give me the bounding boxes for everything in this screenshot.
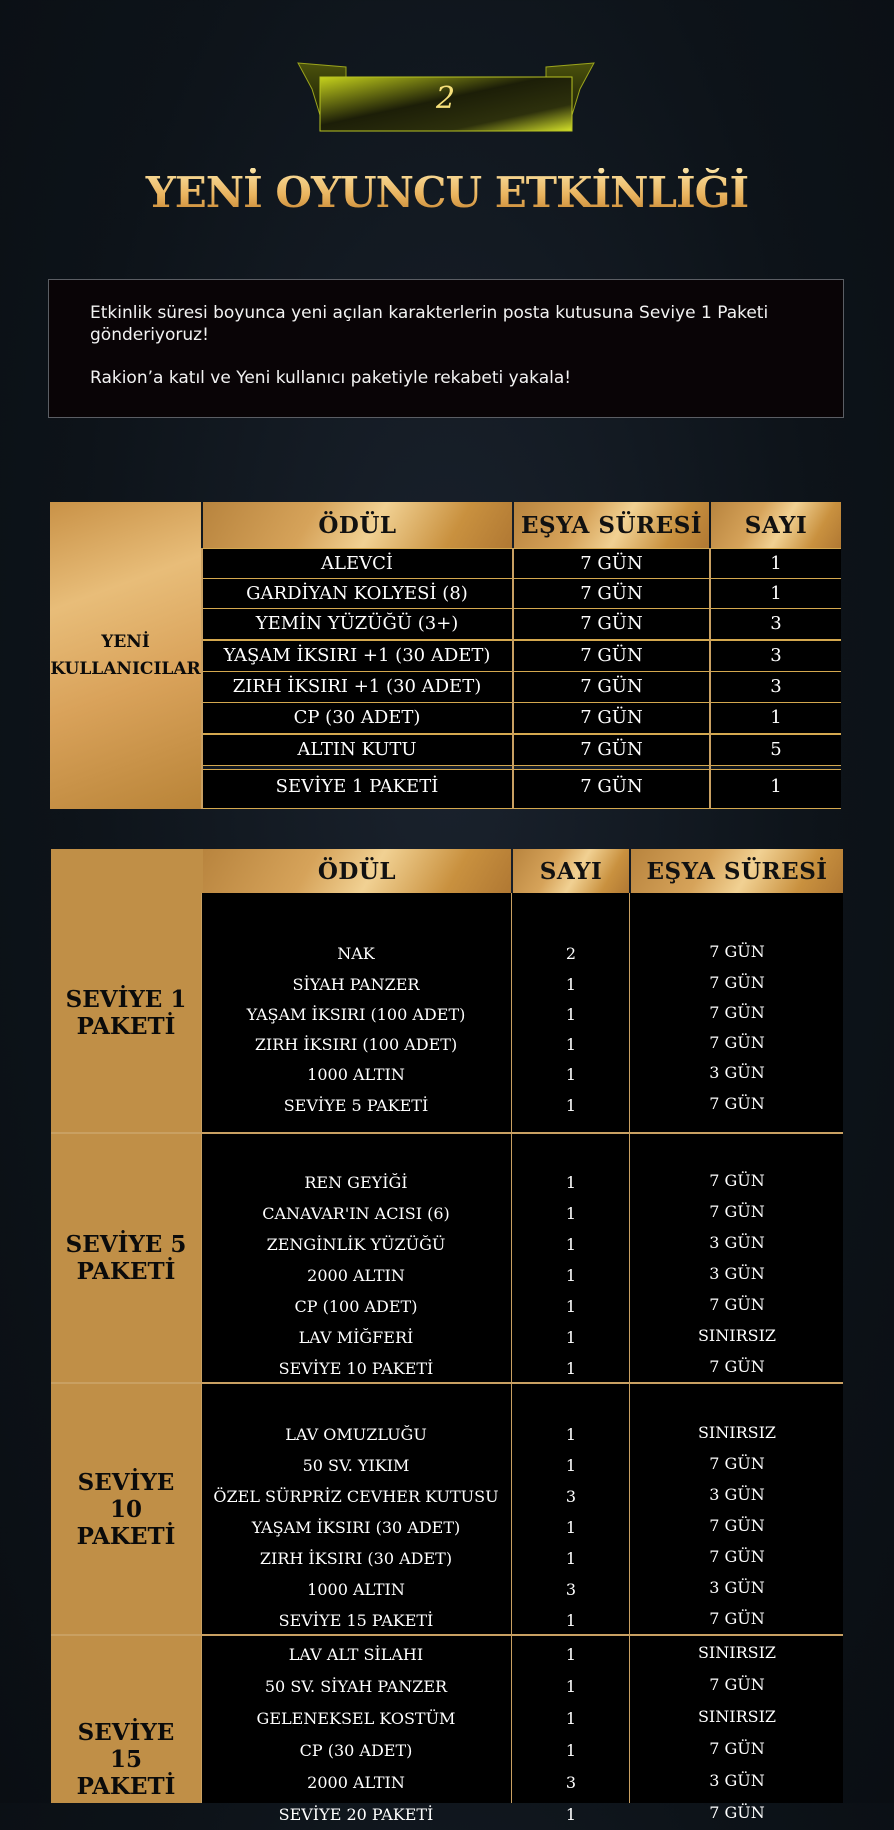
count-cell: 3 [565,1773,577,1792]
reward-cell: ZIRH İKSIRI +1 (30 ADET) [232,676,482,697]
table-row [201,1546,843,1574]
table-row [201,1263,843,1291]
duration-cell: 7 GÜN [709,1547,765,1566]
count-cell: 1 [770,553,782,574]
column-divider [512,548,514,809]
count-cell: 2 [565,944,577,963]
table-row [201,1642,843,1670]
table-row [201,1577,843,1605]
table-row [201,671,841,703]
count-cell: 1 [565,1359,577,1378]
count-cell: 5 [770,739,782,760]
duration-cell: 7 GÜN [709,1803,765,1822]
table-row [201,1674,843,1702]
count-cell: 1 [565,1456,577,1475]
table-row [201,1032,843,1060]
reward-cell: SEVİYE 10 PAKETİ [278,1359,434,1378]
duration-cell: 7 GÜN [709,1675,765,1694]
count-cell: 1 [565,975,577,994]
count-cell: 3 [565,1580,577,1599]
reward-cell: YAŞAM İKSIRI (100 ADET) [246,1005,466,1024]
duration-cell: 3 GÜN [709,1233,765,1252]
duration-cell: 3 GÜN [709,1771,765,1790]
duration-cell: SINIRSIZ [697,1423,777,1442]
count-cell: 1 [770,583,782,604]
reward-cell: ZIRH İKSIRI (30 ADET) [259,1549,453,1568]
count-cell: 1 [565,1677,577,1696]
info-box [48,279,844,418]
count-cell: 1 [565,1709,577,1728]
count-cell: 1 [565,1297,577,1316]
table-row [201,1356,843,1384]
reward-cell: CP (30 ADET) [299,1741,413,1760]
table-row [201,1422,843,1450]
count-cell: 1 [565,1235,577,1254]
reward-cell: 2000 ALTIN [307,1266,405,1285]
count-cell: 1 [565,1266,577,1285]
duration-cell: 7 GÜN [709,1454,765,1473]
package-label: SEVİYE 5 PAKETİ [51,1134,201,1382]
reward-cell: SEVİYE 1 PAKETİ [275,776,439,797]
group-divider [51,1382,843,1384]
duration-cell: 7 GÜN [580,676,643,697]
table-row [201,1802,843,1830]
duration-cell: 3 GÜN [709,1063,765,1082]
table-row [201,972,843,1000]
table-row [201,1232,843,1260]
reward-cell: 2000 ALTIN [307,1773,405,1792]
reward-cell: YAŞAM İKSIRI +1 (30 ADET) [223,645,491,666]
table1-header-reward: ÖDÜL [203,502,512,548]
duration-cell: 7 GÜN [709,1033,765,1052]
duration-cell: 7 GÜN [580,707,643,728]
table-row [201,1453,843,1481]
count-cell: 1 [565,1741,577,1760]
reward-cell: ZENGİNLİK YÜZÜĞÜ [266,1235,446,1254]
duration-cell: 7 GÜN [709,1739,765,1758]
duration-cell: 7 GÜN [709,1003,765,1022]
table-row [201,1170,843,1198]
duration-cell: 7 GÜN [709,973,765,992]
table-row [201,1608,843,1636]
reward-cell: ALTIN KUTU [297,739,417,760]
banner-number: 2 [435,81,457,116]
count-cell: 1 [565,1645,577,1664]
table-row [201,734,841,766]
count-cell: 1 [565,1518,577,1537]
count-cell: 1 [565,1549,577,1568]
count-cell: 3 [770,676,782,697]
table1-header-duration: EŞYA SÜRESİ [514,502,709,548]
count-cell: 1 [565,1035,577,1054]
reward-cell: CP (100 ADET) [294,1297,418,1316]
table2-header-count: SAYI [513,849,629,893]
reward-cell: ZIRH İKSIRI (100 ADET) [254,1035,458,1054]
table-row [201,1325,843,1353]
duration-cell: 7 GÜN [709,1357,765,1376]
info-text-1: Etkinlik süresi boyunca yeni açılan karakterlerin posta kutusuna Seviye 1 Paketi gönderiyoruz! [90,303,769,345]
count-cell: 1 [770,707,782,728]
table-row [201,702,841,734]
duration-cell: SINIRSIZ [697,1707,777,1726]
table-row [201,1738,843,1766]
count-cell: 3 [770,613,782,634]
package-items-block [201,1134,843,1382]
table1-header-count: SAYI [711,502,841,548]
package-label: SEVİYE 1 PAKETİ [51,893,201,1132]
table-row [201,608,841,640]
reward-cell: LAV ALT SİLAHI [288,1645,424,1664]
table-row [201,640,841,672]
table-row [201,548,841,580]
count-cell: 1 [565,1096,577,1115]
count-cell: 1 [565,1611,577,1630]
count-cell: 1 [565,1173,577,1192]
column-divider [709,548,711,809]
count-cell: 1 [565,1328,577,1347]
group-divider [51,1132,843,1134]
info-text-2: Rakion’a katıl ve Yeni kullanıcı paketiyle rekabeti yakala! [90,368,572,388]
table-row [201,1484,843,1512]
reward-cell: SEVİYE 15 PAKETİ [278,1611,434,1630]
ribbon-banner [298,63,594,133]
package-items-block [201,893,843,1132]
reward-cell: 50 SV. YIKIM [302,1456,410,1475]
new-user-rewards-table [50,502,841,809]
reward-cell: SİYAH PANZER [292,975,420,994]
duration-cell: 7 GÜN [709,1609,765,1628]
duration-cell: 3 GÜN [709,1264,765,1283]
duration-cell: 7 GÜN [709,1094,765,1113]
duration-cell: 7 GÜN [709,1171,765,1190]
table-row [201,1770,843,1798]
table-row [201,1294,843,1322]
reward-cell: GELENEKSEL KOSTÜM [256,1709,456,1728]
count-cell: 1 [565,1065,577,1084]
table-row [201,1515,843,1543]
count-cell: 1 [565,1805,577,1824]
column-divider [201,893,202,1803]
group-divider [51,1634,843,1636]
duration-cell: 3 GÜN [709,1578,765,1597]
table-row [201,1201,843,1229]
package-label: SEVİYE 10 PAKETİ [51,1384,201,1634]
count-cell: 1 [565,1204,577,1223]
reward-cell: CANAVAR'IN ACISI (6) [262,1204,450,1223]
duration-cell: SINIRSIZ [697,1326,777,1345]
reward-cell: REN GEYİĞİ [304,1173,408,1192]
reward-cell: SEVİYE 5 PAKETİ [283,1096,429,1115]
duration-cell: 7 GÜN [580,776,643,797]
package-rewards-table [51,849,843,1824]
duration-cell: 7 GÜN [580,553,643,574]
reward-cell: YAŞAM İKSIRI (30 ADET) [251,1518,461,1537]
table-row [201,1062,843,1090]
table-row [201,1706,843,1734]
count-cell: 1 [565,1005,577,1024]
page-title: YENİ OYUNCU ETKİNLİĞİ [0,168,894,217]
package-items-block [201,1636,843,1824]
duration-cell: 7 GÜN [709,1202,765,1221]
table2-header-duration: EŞYA SÜRESİ [631,849,843,893]
duration-cell: 7 GÜN [580,645,643,666]
reward-cell: GARDİYAN KOLYESİ (8) [246,583,468,604]
reward-cell: 1000 ALTIN [307,1580,405,1599]
duration-cell: 7 GÜN [709,1516,765,1535]
table-row [201,1093,843,1121]
column-divider [629,893,630,1803]
reward-cell: 50 SV. SİYAH PANZER [264,1677,448,1696]
table2-header-reward: ÖDÜL [203,849,511,893]
count-cell: 3 [770,645,782,666]
table-row [201,1002,843,1030]
duration-cell: 3 GÜN [709,1485,765,1504]
duration-cell: 7 GÜN [709,942,765,961]
package-label: SEVİYE 15 PAKETİ [51,1636,201,1803]
table-row [201,941,843,969]
table2-corner [51,849,203,893]
column-divider [511,893,512,1803]
reward-cell: LAV OMUZLUĞU [285,1425,427,1444]
duration-cell: 7 GÜN [580,739,643,760]
reward-cell: SEVİYE 20 PAKETİ [278,1805,434,1824]
duration-cell: 7 GÜN [580,583,643,604]
reward-cell: YEMİN YÜZÜĞÜ (3+) [255,613,459,634]
reward-cell: NAK [337,944,375,963]
reward-cell: ÖZEL SÜRPRİZ CEVHER KUTUSU [213,1487,499,1506]
table1-side-label: YENİ KULLANICILAR [50,502,201,809]
reward-cell: CP (30 ADET) [293,707,421,728]
count-cell: 1 [770,776,782,797]
count-cell: 3 [565,1487,577,1506]
package-items-block [201,1384,843,1634]
reward-cell: ALEVCİ [321,553,393,574]
duration-cell: 7 GÜN [580,613,643,634]
table-row [201,769,841,809]
count-cell: 1 [565,1425,577,1444]
duration-cell: 7 GÜN [709,1295,765,1314]
table-row [201,578,841,610]
reward-cell: LAV MİĞFERİ [298,1328,414,1347]
duration-cell: SINIRSIZ [697,1643,777,1662]
column-divider [201,548,203,809]
reward-cell: 1000 ALTIN [307,1065,405,1084]
